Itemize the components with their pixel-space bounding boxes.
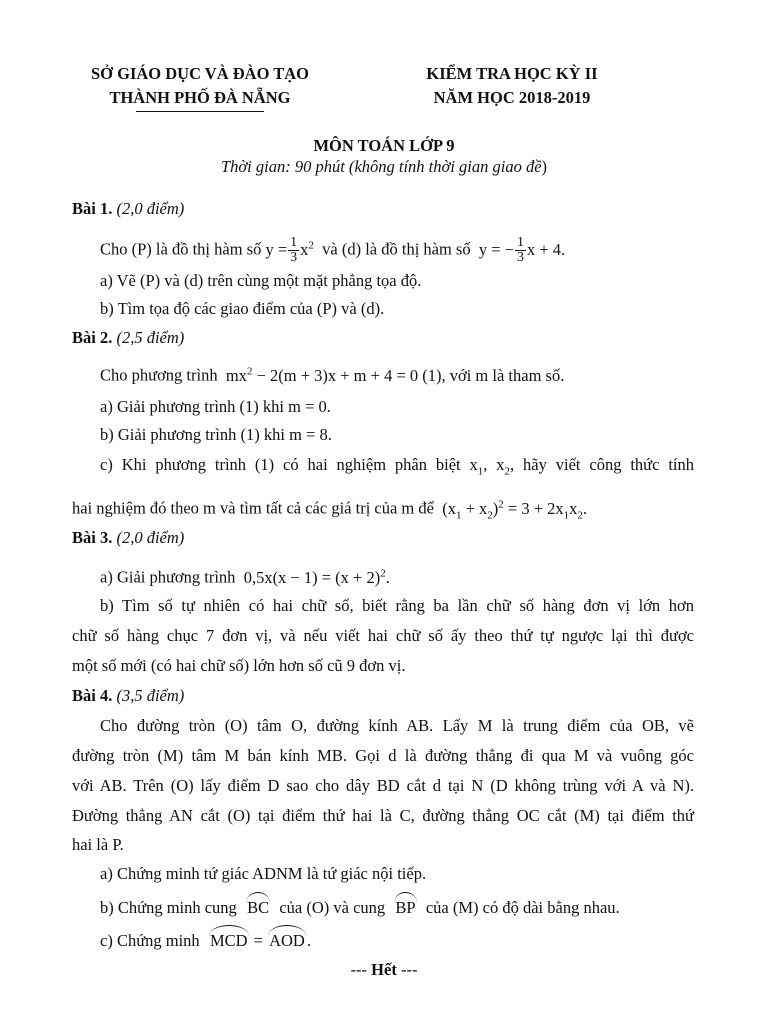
problem-4-text-line2: đường tròn (M) tâm M bán kính MB. Gọi d là đường thẳng đi qua M và vuông góc [72, 746, 694, 765]
problem-1-intro: Cho (P) là đồ thị hàm số y = $\frac{1}{3}$ $x^2$ và (d) là đồ thị hàm số y = − $\frac{1}{3}$ x + 4. [100, 235, 566, 266]
header-underline-left [136, 110, 264, 112]
problem-4-part-c: c) Chứng minh MCD = AOD . [100, 931, 311, 950]
school-year: NĂM HỌC 2018-2019 [433, 88, 591, 107]
time-note: Thời gian: 90 phút (không tính thời gian giao đề) [220, 157, 548, 176]
exam-header [392, 62, 632, 110]
problem-4-text-line1: Cho đường tròn (O) tâm O, đường kính AB. Lấy M là trung điểm của OB, vẽ [100, 716, 694, 735]
arc-bc: BC [247, 898, 270, 917]
end-marker: --- Hết --- [350, 960, 418, 979]
problem-2-heading: Bài 2. (2,5 điểm) [72, 328, 185, 347]
problem-1-part-a: a) Vẽ (P) và (d) trên cùng một mặt phẳng tọa độ. [100, 271, 422, 290]
problem-3-part-b-line2: chữ số hàng chục 7 đơn vị, và nếu viết hai chữ số ấy theo thứ tự ngược lại thì được [72, 626, 694, 645]
problem-2-part-c-line1: c) Khi phương trình (1) có hai nghiệm phân biệt $x_1$, $x_2$, hãy viết công thức tính [100, 455, 694, 478]
problem-2-part-c-line2: hai nghiệm đó theo m và tìm tất cả các giá trị của m để $(x_1 + x_2)^2 = 3 + 2x_1x_2$. [72, 498, 588, 521]
angle-mcd: MCD [209, 931, 248, 950]
arc-bp: BP [395, 898, 416, 917]
problem-3-heading: Bài 3. (2,0 điểm) [72, 528, 185, 547]
problem-3-part-b-line1: b) Tìm số tự nhiên có hai chữ số, biết rằng ba lần chữ số hàng đơn vị lớn hơn [100, 596, 694, 615]
problem-4-text-line3: với AB. Trên (O) lấy điểm D sao cho dây BD cắt d tại N (D không trùng với A và N). [72, 776, 694, 795]
problem-1-part-b: b) Tìm tọa độ các giao điểm của (P) và (d). [100, 299, 385, 318]
problem-4-text-line5: hai là P. [72, 835, 124, 854]
equation-3a: $0,5x(x - 1) = (x + 2)^2$. [243, 567, 390, 587]
department-header [70, 62, 330, 112]
equation-1: $mx^2 - 2(m + 3)x + m + 4 = 0$ (1), với m là tham số. [225, 365, 565, 385]
problem-2-part-a: a) Giải phương trình (1) khi m = 0. [100, 397, 331, 416]
function-p: y = $\frac{1}{3}$ $x^2$ [265, 235, 314, 266]
problem-3-part-a: a) Giải phương trình $0,5x(x - 1) = (x + 2)^2$. [100, 567, 390, 587]
department-name: SỞ GIÁO DỤC VÀ ĐÀO TẠO [90, 64, 310, 83]
problem-4-part-a: a) Chứng minh tứ giác ADNM là tứ giác nội tiếp. [100, 864, 427, 883]
function-d: y = − $\frac{1}{3}$ x + 4. [478, 235, 566, 266]
problem-1-heading: Bài 1. (2,0 điểm) [72, 199, 185, 218]
problem-2-part-b: b) Giải phương trình (1) khi m = 8. [100, 425, 332, 444]
city-name: THÀNH PHỐ ĐÀ NẴNG [109, 88, 291, 107]
problem-4-heading: Bài 4. (3,5 điểm) [72, 686, 185, 705]
problem-4-part-b: b) Chứng minh cung BC của (O) và cung BP của (M) có độ dài bằng nhau. [100, 898, 620, 917]
subject-title: MÔN TOÁN LỚP 9 [313, 136, 455, 155]
condition-expression: $(x_1 + x_2)^2 = 3 + 2x_1x_2$. [442, 498, 588, 521]
problem-2-intro: Cho phương trình $mx^2 - 2(m + 3)x + m + 4 = 0$ (1), với m là tham số. [100, 365, 565, 385]
exam-name: KIỂM TRA HỌC KỲ II [426, 64, 598, 83]
problem-3-part-b-line3: một số mới (có hai chữ số) lớn hơn số cũ 9 đơn vị. [72, 656, 406, 675]
angle-aod: AOD [269, 931, 305, 950]
problem-4-text-line4: Đường thẳng AN cắt (O) tại điểm thứ hai là C, đường thẳng OC cắt (M) tại điểm thứ [72, 806, 694, 825]
